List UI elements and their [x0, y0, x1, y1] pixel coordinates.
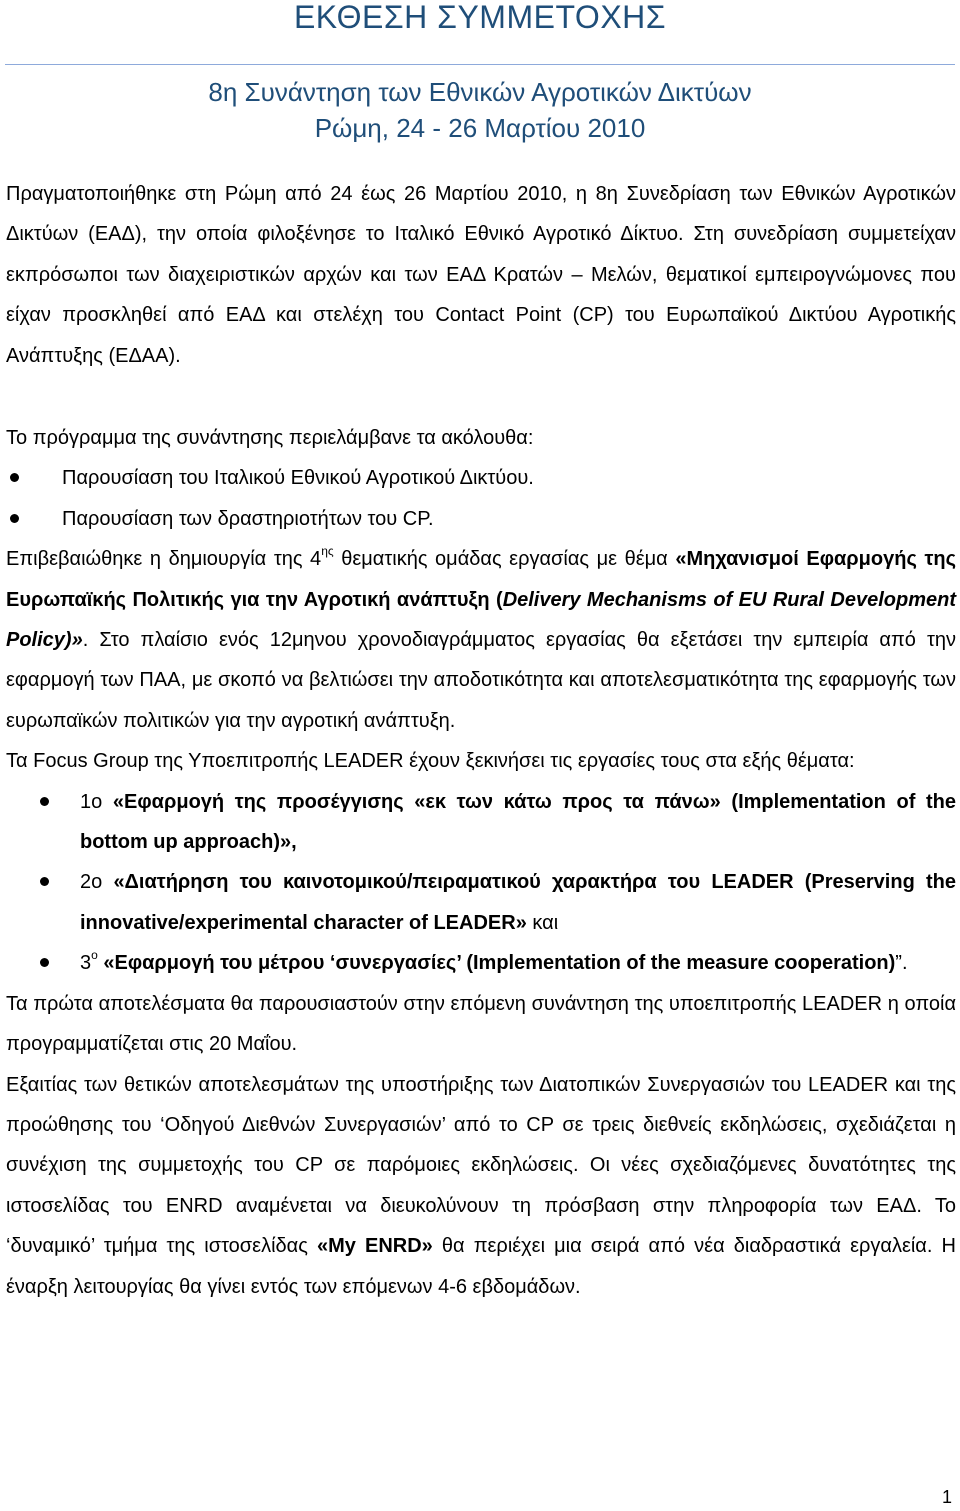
bullet-icon — [40, 877, 49, 886]
program-list — [6, 458, 956, 539]
confirm-mid: θεματικής ομάδας εργασίας με θέμα — [333, 548, 676, 571]
list-item — [6, 862, 956, 943]
focus-group-list — [6, 782, 956, 984]
confirm-post: . Στο πλαίσιο ενός 12μηνου χρονοδιαγράμματος εργασίας θα εξετάσει την εμπειρία από την εφαρμογή των ΠΑΑ, με σκοπό να βελτιώσει την αποδοτικότητα και αποτελεσματικότητα της εφαρμογής των ευρωπαϊκών πολιτικών για την αγροτική ανάπτυξη. — [6, 629, 956, 732]
final-bold: «My ENRD» — [316, 1235, 433, 1258]
focus-num: 1ο — [80, 790, 113, 813]
confirm-pre: Επιβεβαιώθηκε η δημιουργία της 4 — [6, 548, 322, 571]
focus-title: «Εφαρμογή του μέτρου ‘συνεργασίες’ (Implementation of the measure cooperation) — [97, 952, 896, 975]
meeting-date-location: Ρώμη, 24 - 26 Μαρτίου 2010 — [314, 113, 646, 143]
meeting-title: 8η Συνάντηση των Εθνικών Αγροτικών Δικτύων — [208, 77, 752, 107]
focus-sup: ο — [91, 948, 98, 963]
list-item — [6, 458, 956, 498]
intro-paragraph: Πραγματοποιήθηκε στη Ρώμη από 24 έως 26 Μαρτίου 2010, η 8η Συνεδρίαση των Εθνικών Αγροτικών Δικτύων (ΕΑΔ), την οποία φιλοξένησε το Ιταλικό Εθνικό Αγροτικό Δίκτυο. Στη συνεδρίαση συμμετείχαν εκπρόσωποι των διαχειριστικών αρχών και των ΕΑΔ Κρατών – Μελών, θεματικοί εμπειρογνώμονες που είχαν προσκληθεί από ΕΑΔ και στελέχη του Contact Point (CP) του Ευρωπαϊκού Δικτύου Αγροτικής Ανάπτυξης (ΕΔΑΑ). — [6, 183, 956, 367]
program-intro: Το πρόγραμμα της συνάντησης περιελάμβανε τα ακόλουθα: — [6, 427, 534, 449]
bullet-icon — [40, 958, 49, 967]
list-item — [6, 782, 956, 863]
list-item — [6, 943, 956, 983]
bullet-icon — [10, 473, 19, 482]
focus-num: 2ο — [80, 871, 114, 894]
final-post: θα περιέχει μια σειρά από νέα διαδραστικά εργαλεία. Η έναρξη λειτουργίας θα γίνει εντός των επόμενων 4-6 εβδομάδων. — [6, 1235, 956, 1298]
confirm-sup: ης — [321, 544, 334, 559]
working-group-paragraph — [6, 539, 956, 741]
page-number: 1 — [941, 1487, 952, 1507]
focus-title: «Εφαρμογή της προσέγγισης «εκ των κάτω προς τα πάνω» (Implementation of the bottom up approach)», — [80, 790, 957, 854]
focus-num: 3 — [80, 952, 92, 975]
body-section-1 — [6, 174, 956, 376]
confirm-bold: «Μηχανισμοί Εφαρμογής της Ευρωπαϊκής Πολιτικής για την Αγροτική ανάπτυξη ( — [6, 548, 956, 611]
bullet-icon — [10, 514, 19, 523]
program-item-text: Παρουσίαση του Ιταλικού Εθνικού Αγροτικού Δικτύου. — [62, 467, 534, 490]
final-paragraph — [6, 1065, 956, 1307]
focus-intro: Τα Focus Group της Υποεπιτροπής LEADER έχουν ξεκινήσει τις εργασίες τους στα εξής θέματα: — [6, 750, 855, 773]
focus-title: «Διατήρηση του καινοτομικού/πειραματικού χαρακτήρα του LEADER (Preserving the innovative/experimental character of LEADER» — [80, 871, 956, 934]
final-pre: Εξαιτίας των θετικών αποτελεσμάτων της υποστήριξης των Διατοπικών Συνεργασιών του LEADER και της προώθησης του ‘Οδηγού Διεθνών Συνεργασιών’ από το CP σε τρεις διεθνείς εκδηλώσεις, σχεδιάζεται η συνέχιση της συμμετοχής του CP σε παρόμοιες εκδηλώσεις. Οι νέες σχεδιαζόμενες δυνατότητες της ιστοσελίδας του ENRD αναμένεται να διευκολύνουν τη πρόσβαση στην πληροφορία των ΕΑΔ. Το ‘δυναμικό’ τμήμα της ιστοσελίδας — [6, 1073, 956, 1258]
page-title: ΕΚΘΕΣΗ ΣΥΜΜΕΤΟΧΗΣ — [293, 0, 667, 35]
body-section-2 — [6, 418, 956, 1307]
confirm-bold-italic: Delivery Mechanisms of EU Rural Development Policy)» — [6, 588, 956, 652]
bullet-icon — [40, 797, 49, 806]
list-item — [6, 499, 956, 539]
title-divider — [5, 64, 955, 65]
results-paragraph: Τα πρώτα αποτελέσματα θα παρουσιαστούν στην επόμενη συνάντηση της υποεπιτροπής LEADER η οποία προγραμματίζεται στις 20 Μαΐου. — [6, 992, 956, 1056]
program-item-text: Παρουσίαση των δραστηριοτήτων του CP. — [62, 507, 434, 530]
focus-tail: ”. — [895, 952, 908, 975]
focus-tail: και — [526, 911, 559, 934]
